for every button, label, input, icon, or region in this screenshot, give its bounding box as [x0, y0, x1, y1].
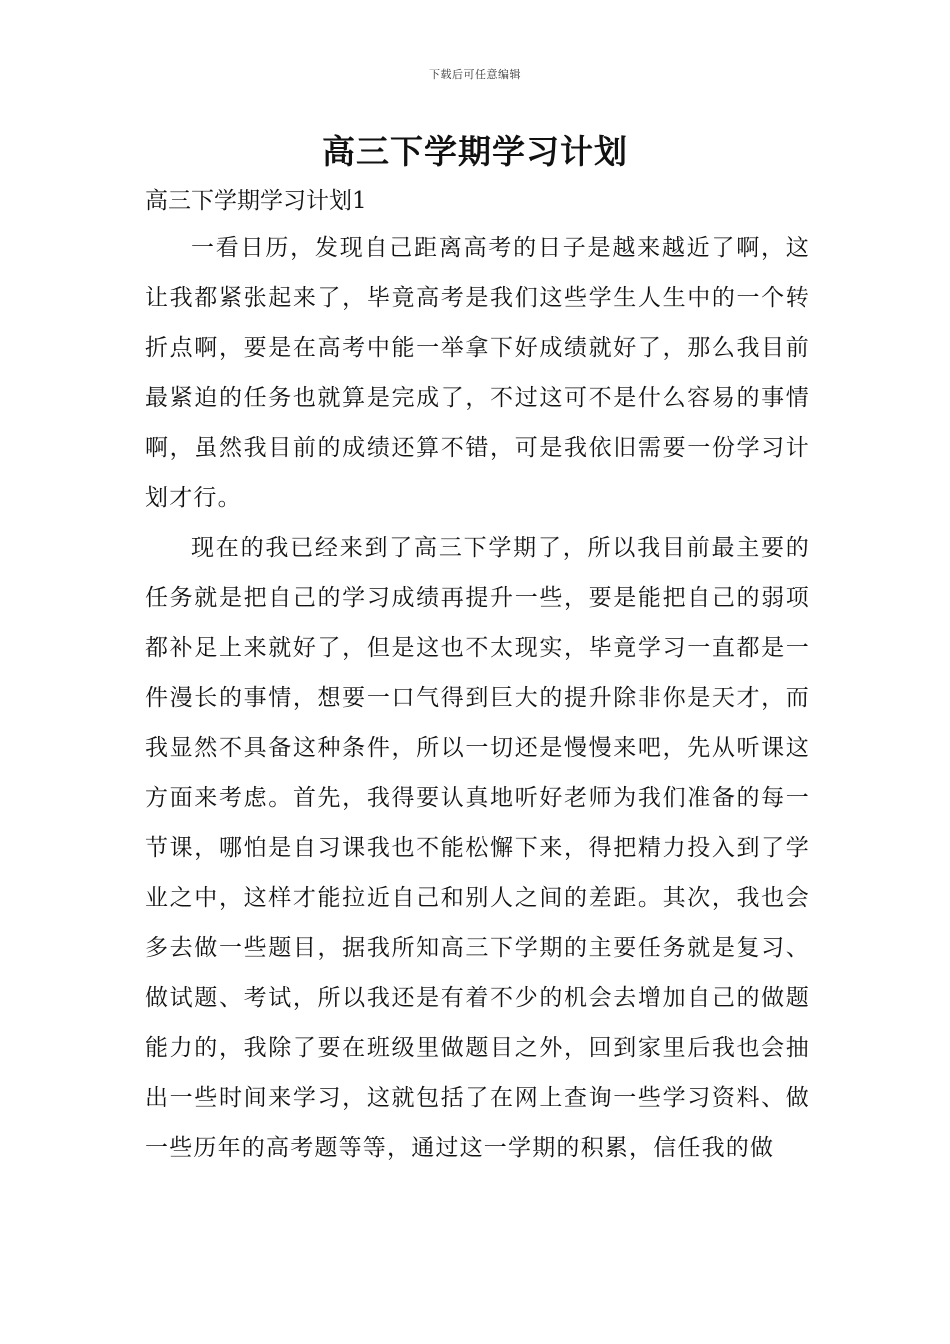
document-body	[145, 223, 810, 1173]
document-title: 高三下学期学习计划	[322, 132, 628, 171]
section-heading: 高三下学期学习计划1	[145, 188, 367, 214]
header-note: 下载后可任意编辑	[429, 68, 521, 81]
paragraph-2: 现在的我已经来到了高三下学期了，所以我目前最主要的任务就是把自己的学习成绩再提升一些，要是能把自己的弱项都补足上来就好了，但是这也不太现实，毕竟学习一直都是一件漫长的事情，想要一口气得到巨大的提升除非你是天才，而我显然不具备这种条件，所以一切还是慢慢来吧，先从听课这方面来考虑。首先，我得要认真地听好老师为我们准备的每一节课，哪怕是自习课我也不能松懈下来，得把精力投入到了学业之中，这样才能拉近自己和别人之间的差距。其次，我也会多去做一些题目，据我所知高三下学期的主要任务就是复习、做试题、考试，所以我还是有着不少的机会去增加自己的做题能力的，我除了要在班级里做题目之外，回到家里后我也会抽出一些时间来学习，这就包括了在网上查询一些学习资料、做一些历年的高考题等等，通过这一学期的积累，信任我的做	[145, 535, 810, 1161]
paragraph-1: 一看日历，发现自己距离高考的日子是越来越近了啊，这让我都紧张起来了，毕竟高考是我们这些学生人生中的一个转折点啊，要是在高考中能一举拿下好成绩就好了，那么我目前最紧迫的任务也就算是完成了，不过这可不是什么容易的事情啊，虽然我目前的成绩还算不错，可是我依旧需要一份学习计划才行。	[145, 235, 810, 511]
